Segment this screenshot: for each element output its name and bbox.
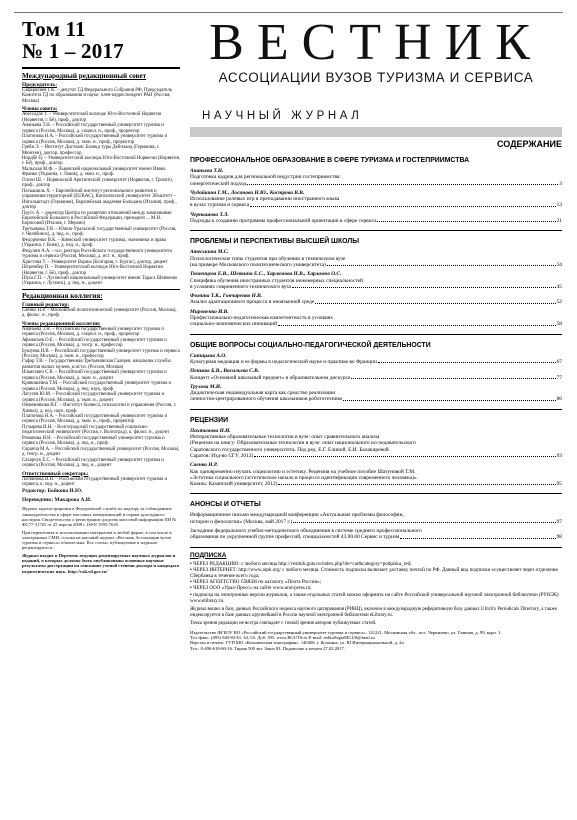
entry-title-text: синергетический подход bbox=[190, 180, 247, 187]
subscription-text: ЧЕРЕЗ ООО «Урал-Пресс» на сайте www.ural-press.ru; bbox=[193, 585, 312, 592]
toc-sections bbox=[190, 157, 562, 541]
entry-title-line bbox=[190, 481, 562, 487]
entry-authors: Чернышова Т.Л. bbox=[190, 211, 229, 218]
entry-page: 97 bbox=[556, 518, 562, 525]
divider bbox=[190, 409, 562, 410]
entry-title-text: истории и филологии» (Москва, май 2017 г.) bbox=[190, 518, 293, 525]
entry-title-text: Специфика обучения иностранных студентов инженерных специальностей bbox=[190, 277, 363, 284]
entry-title-text: в условиях современного технического вуза bbox=[190, 283, 291, 290]
subscription-text: подписка на электронные версии журналов, а также отдельных статей можно оформить на сайте Российской универсальной научной электронной библиотеки (РУНЭБ) www.elibrary.ru. bbox=[190, 591, 559, 604]
subscription-list bbox=[190, 561, 562, 604]
dot-leader bbox=[315, 299, 555, 303]
subscription-text: ЧЕРЕЗ ИНТЕРНЕТ: http://www.arpk.org/ с любого месяца. Стоимость подписки включает доставку почтой по РФ. Данный вид подписки осуществляет через отделения Сбербанка в течение всего года; bbox=[190, 566, 558, 579]
entry-authors: Пеньков Б.В., Васильева С.В. bbox=[190, 368, 260, 375]
journal-type: НАУЧНЫЙ ЖУРНАЛ bbox=[202, 110, 363, 122]
authors-note: Точка зрения редакции не всегда совпадает с точкой зрения авторов публикуемых статей. bbox=[190, 621, 377, 627]
members-label: Члены совета: bbox=[22, 106, 58, 113]
toc-entry[interactable] bbox=[190, 212, 562, 225]
secretary-text: Логвинова И.Н. – Российский государственный университет туризма и сервиса, к. пед. н., доцент bbox=[22, 476, 168, 487]
subscription-title: ПОДПИСКА bbox=[190, 551, 227, 559]
divider bbox=[22, 289, 180, 290]
chief-label: Главный редактор: bbox=[22, 301, 70, 308]
member-item: Мальская М.Ф. – Львовский национальный университет имени Ивана Франко (Украина, г. Львов), д. экон. н., проф. bbox=[22, 166, 166, 178]
entry-page: 13 bbox=[556, 202, 562, 209]
entry-authors: Трухова М.И. bbox=[190, 383, 222, 390]
entry-title-line bbox=[190, 321, 562, 327]
entry-title-text: Саратов: Изд-во СГУ, 2012) bbox=[190, 452, 254, 459]
entry-title-line bbox=[190, 262, 562, 268]
college-label: Члены редакционной коллегии: bbox=[22, 320, 101, 327]
toc-entry[interactable] bbox=[190, 384, 562, 403]
divider bbox=[190, 334, 562, 335]
toc-heading: СОДЕРЖАНИЕ bbox=[496, 139, 562, 149]
college-item: Романова Н.Н. – Российский государственный университет туризма и сервиса (Россия, Москва), д. пед. н., проф. bbox=[22, 435, 165, 447]
translator-text: Переводчик: Макарова А.И. bbox=[22, 496, 92, 503]
toc-entry[interactable] bbox=[190, 190, 562, 209]
editor-text: Редактор: Бойкова И.Ю. bbox=[22, 488, 83, 495]
entry-title-text: Психологические типы студентов при обучении в техническом вузе bbox=[190, 255, 346, 262]
entry-title-line bbox=[190, 534, 562, 540]
college-item: Саранча М.А. – Российский государственный университет (Россия, Москва), д. геогр. н., доцент bbox=[22, 446, 180, 458]
entry-title-line bbox=[190, 181, 562, 187]
member-item: Пескашиль Х. – Европейский институт регионального развития и управления территорией (EURAC), Католический университет Эйхштетт – Ингольштадт (Германия), Европейская академия Больцано (Италия), проф., доктор bbox=[22, 188, 177, 211]
dot-leader bbox=[292, 284, 556, 288]
entry-authors: Чудайкина Г.М., Лосинова Н.Ю., Кострова В.В. bbox=[190, 189, 305, 196]
toc-entry[interactable] bbox=[190, 353, 562, 366]
college-item: Афанасьев О.Е. – Российский государственный университет туризма и сервиса (Россия, Москва), д. геогр. н., профессор bbox=[22, 337, 167, 349]
bullet: • bbox=[190, 591, 194, 598]
divider bbox=[190, 547, 562, 548]
entry-title-line bbox=[190, 453, 562, 459]
entry-page: 3 bbox=[559, 180, 562, 187]
college-item: Кривошеина Т.М. – Российский государственный университет туризма и сервиса (Россия, Москва), д. пед. наук, проф. bbox=[22, 381, 172, 392]
college-item: Сахарчук Е.С. – Российский государственный университет туризма и сервиса (Россия, Москва), д. пед. н., доцент bbox=[22, 457, 164, 469]
entry-title-text: образования по укрупненной группе профессий, специальностей 43.00.00 Сервис и туризм bbox=[190, 534, 400, 541]
entry-title-text: социально-экономических инноваций bbox=[190, 321, 277, 328]
member-item: Платонова Н.А. – Российский государственный университет туризма и сервиса (Россия, Москва), д. экон. н., проф., проректор bbox=[22, 134, 168, 145]
toc-entry[interactable] bbox=[190, 368, 562, 381]
entry-authors: Фомина Т.К., Гончаренко Н.В. bbox=[190, 293, 263, 300]
bullet: • bbox=[190, 566, 194, 573]
entry-title-text: Подготовка кадров для региональной индустрии гостеприимства: bbox=[190, 174, 341, 181]
left-column bbox=[22, 18, 180, 813]
board-title: Международный редакционный совет bbox=[22, 72, 147, 80]
entry-page: 58 bbox=[556, 321, 562, 328]
entry-authors: Саенко Н.Р. bbox=[190, 462, 218, 469]
entry-title-text: Анализ адаптационного процесса в иноязычной среде bbox=[190, 299, 315, 306]
toc-entry[interactable] bbox=[190, 528, 562, 541]
toc-entry[interactable] bbox=[190, 462, 562, 487]
entry-title-line bbox=[190, 396, 562, 402]
entry-title-line bbox=[190, 519, 562, 525]
toc-entry[interactable] bbox=[190, 428, 562, 459]
college-item: Овчинникова И.Г. – Институт бизнеса, психологии и управления (Россия, г. Химки), д. пед. наук, проф. bbox=[22, 403, 177, 414]
member-item: Федорченко В.К. – Киевский университет туризма, экономики и права (Украина, г. Киев), д. пед. н., проф. bbox=[22, 237, 166, 249]
dot-leader bbox=[278, 321, 556, 325]
entry-title-text: Интерактивные образовательные технологии в вузе: опыт сравнительного анализа bbox=[190, 434, 380, 441]
publisher-text: Издательство ФГБОУ ВО «Российский государственный университет туризма и сервиса»: 141221, Московская обл., пос. Черкизово, ул. Главная, д. 99, корп. 1. bbox=[190, 629, 502, 635]
entry-title-text: (Рецензия на книгу: Образовательные технологии в вузе: опыт национального исследовательского bbox=[190, 440, 416, 447]
entry-page: 21 bbox=[556, 218, 562, 225]
entry-title-text: Использование ролевых игр в преподавании иностранного языка bbox=[190, 196, 340, 203]
issue-label: № 1 – 2017 bbox=[22, 39, 124, 63]
entry-title-text: в вузах туризма и сервиса bbox=[190, 202, 250, 209]
entry-authors: Синицына А.О. bbox=[190, 352, 227, 359]
chair-text: Сафарялиев Г.К. – депутат ГД Федерального Собрания РФ, Председатель Комитета ГД по образованию и науке, член-корреспондент РАН (Россия, Москва) bbox=[22, 88, 172, 104]
entry-page: 34 bbox=[556, 261, 562, 268]
college-item: Ильясевич С.В. – Российский государственный университет туризма и сервиса (Россия, Москва), д. экон. н., доцент bbox=[22, 370, 167, 381]
bullet: • bbox=[190, 560, 194, 567]
dot-leader bbox=[378, 359, 556, 363]
volume-label: Том 11 bbox=[22, 18, 86, 41]
entry-title-text: Как одновременно изучать социологию и эстетику. Рецензия на учебное пособие Шатуновой Т.М. bbox=[190, 468, 416, 475]
subscription-item bbox=[190, 592, 562, 604]
entry-title-text: Профессионально-педагогическая компетентность в условиях bbox=[190, 315, 333, 322]
entry-authors: Мироненко И.В. bbox=[190, 308, 229, 315]
toc-entry[interactable] bbox=[190, 168, 562, 187]
section-title: АНОНСЫ И ОТЧЕТЫ bbox=[190, 501, 261, 509]
run-text: Тел.: 8-496-618-60-16. Тираж 500 экз. Заказ 83. Подписано к печати 27.02.2017. bbox=[190, 645, 345, 651]
member-item: Нордбё Ц. – Университетский колледж Юго-Восточной Норвегии (Норвегия, г. Бё), проф., доктор bbox=[22, 155, 180, 167]
entry-page: 77 bbox=[556, 374, 562, 381]
entry-title-line bbox=[190, 202, 562, 208]
entry-title-text: Заседание федерального учебно-методического объединения в системе среднего профессионального bbox=[190, 527, 422, 534]
member-item: Христова Т. – Университет Варны (Болгария, г. Бургас), доктор, доцент bbox=[22, 259, 168, 265]
dot-leader bbox=[278, 481, 555, 485]
subscription-text: ЧЕРЕЗ АГЕНТСТВО СВЯЗИ по каталогу «Почта России»; bbox=[193, 579, 322, 586]
journal-subtitle: АССОЦИАЦИИ ВУЗОВ ТУРИЗМА И СЕРВИСА bbox=[218, 70, 534, 85]
entry-title-line bbox=[190, 375, 562, 381]
member-item: Грейн Э. – Институт Дистланс Бланкд туры Дейчланд (Германия, г. Мюнхен), доктор, профессор bbox=[22, 145, 160, 156]
entry-authors: Ананьева Т.Н. bbox=[190, 168, 224, 174]
entry-title-text: Саратовского государственного университета. Под ред. Е.Г. Елиной, Е.И. Балакиревой. bbox=[190, 446, 390, 453]
dot-leader bbox=[351, 375, 555, 379]
top-rule bbox=[14, 12, 563, 13]
entry-title-text: (на примере Московского политехнического университета) bbox=[190, 261, 326, 268]
entry-title-text: Информационное письмо международной конференции «Актуальные проблемы философии, bbox=[190, 512, 404, 519]
member-item: Третьякова Т.Н. – Южно-Уральский государственный университет (Россия, г. Челябинск), д. пед. н., проф. bbox=[22, 226, 177, 238]
member-item: Шуш Г.П. – Луганский национальный университет имени Тараса Шевченко (Украина, г. Луганск), д. пед. н., доцент bbox=[22, 275, 178, 287]
dot-leader bbox=[400, 534, 555, 538]
college-item: Пузырева И.Н. – Волгоградский государственный социально-педагогический университет (Россия, г. Волгоград), к. филол. н., доцент bbox=[22, 424, 170, 436]
gray-band bbox=[190, 127, 562, 137]
member-item: Абессадзе Т. – Университетский колледж Юго-Восточной Норвегии (Норвегия, г. Бё), проф., доктор bbox=[22, 112, 162, 123]
entry-page: 67 bbox=[556, 358, 562, 365]
divider bbox=[190, 493, 562, 494]
divider bbox=[22, 67, 180, 69]
rinc-text: Журнал вошел в базу данных Российского индекса научного цитирования (РИНЦ), включен в международную реферативную базу данных Ulrich's Periodicals Directory, а также индексируется в базе данных крупнейшей в России научной электронной библиотеки eLibrary.ru. bbox=[190, 607, 557, 618]
entry-page: 93 bbox=[556, 452, 562, 459]
reprint-text: При перепечатке и использовании материалов в любой форме, в том числе в электронных СМИ, ссылка на научный журнал «Вестник Ассоциации вузов туризма и сервиса» обязательна. Все статьи, публикуемые в журнале, рецензируются. bbox=[22, 529, 172, 551]
secretary-label: Ответственный секретарь: bbox=[22, 470, 89, 477]
editorial-title: Редакционная коллегия: bbox=[22, 291, 103, 300]
entry-title-line bbox=[190, 299, 562, 305]
college-item: Бушуева И.В. – Российский государственный университет туризма и сервиса (Россия, Москва), д. экон. н., профессор bbox=[22, 348, 180, 360]
toc-entry[interactable] bbox=[190, 309, 562, 328]
toc-entry[interactable] bbox=[190, 293, 562, 306]
member-item: Прусс А. – директор Центра по развитию отношений между компаниями Европейской Большого в Российской Федерации, президент ... М.Н. Борисовой (Италия, г. Мерано) bbox=[22, 210, 172, 227]
college-item: Платонова Н.А. – Российский государственный университет туризма и сервиса (Россия, Москва), д. экон. н., проф., проректор bbox=[22, 414, 168, 425]
section-title: ОБЩИЕ ВОПРОСЫ СОЦИАЛЬНО-ПЕДАГОГИЧЕСКОЙ ДЕЯТЕЛЬНОСТИ bbox=[190, 341, 431, 349]
dot-leader bbox=[377, 218, 555, 222]
member-item: Ананьева Т.Н. – Российский государственный университет туризма и сервиса (Россия, Москва), д. социол. н., проф., проректор bbox=[22, 123, 164, 134]
dot-leader bbox=[327, 262, 556, 266]
entry-title-text: Дидактическая индивидуальная карта как средство реализации bbox=[190, 390, 336, 397]
entry-title-text: «Эстетика социального (эстетическое начало в процессе идентификации современного человека)». bbox=[190, 474, 418, 481]
entry-title-line bbox=[190, 218, 562, 224]
member-item: Федулин А.А. – и.о. ректора Российского государственного университета туризма и сервиса (Россия, Москва), д. ист. н., проф. bbox=[22, 248, 172, 260]
entry-authors: Пахтимова Н.И. bbox=[190, 427, 231, 434]
entry-page: 86 bbox=[556, 396, 562, 403]
journal-title: ВЕСТНИК bbox=[209, 18, 543, 71]
subscription-item bbox=[190, 567, 562, 579]
vak-text: Журнал входит в Перечень ведущих рецензируемых научных журналов и изданий, в которых должны быть опубликованы основные научные результаты диссертации на соискание ученой степени доктора и кандидата педагогических наук. http://vak.ed.gov.ru/ bbox=[22, 552, 179, 574]
subscription-text: ЧЕРЕЗ РЕДАКЦИЮ: с любого месяца http://vestnik.guts.ru/index.php?do=cat&category=podpiska_red; bbox=[193, 560, 412, 567]
entry-authors: Тюменцева Е.В., Шевкина Е.С., Харламова Н.В., Харламов О.С. bbox=[190, 271, 342, 278]
chief-text: Саенко Н.Р. – Московский политехнический университет (Россия, Москва), д. филос. н., проф. bbox=[22, 307, 177, 319]
contacts-text: Тел./факс: (495) 940-83-61, 62, 63. Доб. 395. www.RGUTS.ru E-mail: redkollegiaMGUS@mail.ru bbox=[190, 635, 375, 641]
chair-label: Председатель: bbox=[22, 82, 58, 88]
section-title: РЕЦЕНЗИИ bbox=[190, 416, 229, 424]
entry-title-text: Подходы к созданию программы профессиональной ориентации в сфере сервиса bbox=[190, 218, 377, 225]
dot-leader bbox=[250, 202, 555, 206]
entry-title-text: личностно-центрированного обучения школьников робототехнике bbox=[190, 396, 343, 403]
divider bbox=[190, 230, 562, 231]
college-item: Гафар Т.В. – Государственная Третьяковская Галерея, начальник службы развития малых музеев, к.ист.н. (Россия, Москва) bbox=[22, 359, 171, 370]
section-title: ПРОФЕССИОНАЛЬНОЕ ОБРАЗОВАНИЕ В СФЕРЕ ТУРИЗМА И ГОСТЕПРИИМСТВА bbox=[190, 157, 470, 164]
entry-page: 95 bbox=[556, 481, 562, 488]
dot-leader bbox=[247, 181, 558, 185]
right-column bbox=[190, 18, 562, 813]
college-item: Лагусев Ю.М. – Российский государственный университет туризма и сервиса (Россия, Москва), д. экон. н., доцент bbox=[22, 392, 165, 403]
toc-entry[interactable] bbox=[190, 271, 562, 290]
entry-title-text: Казань: Казанский университет, 2012) bbox=[190, 481, 278, 488]
dot-leader bbox=[254, 453, 555, 457]
college-item: Ананьева Т.Н. – Российский государственный университет туризма и сервиса (Россия, Москва), д. социол. н., проф., проректор bbox=[22, 326, 164, 338]
dot-leader bbox=[343, 396, 555, 400]
entry-title-text: Концепт «Основной школьный предмет» в образовательном дискурсе bbox=[190, 374, 351, 381]
entry-page: 52 bbox=[556, 299, 562, 306]
member-item: Штрембер П. – Университетский колледж Юго-Восточной Норвегии (Норвегия, г. Бё), проф., доктор bbox=[22, 265, 163, 276]
entry-page: 98 bbox=[556, 534, 562, 541]
members-list bbox=[22, 112, 180, 287]
college-list bbox=[22, 327, 180, 469]
member-item: Олсен Ш. – Норвежский Арктический университет (Норвегия, г. Тромсё), проф., доктор bbox=[22, 177, 173, 189]
toc-entry[interactable] bbox=[190, 512, 562, 525]
toc-entry[interactable] bbox=[190, 249, 562, 268]
print-text: Верстка и печать: ГУП МО «Коломенская типография». 140400, г. Коломна, ул. III Интернациональной, д. 2а. bbox=[190, 640, 405, 646]
bullet: • bbox=[190, 579, 194, 586]
entry-title-line bbox=[190, 284, 562, 290]
dot-leader bbox=[293, 519, 555, 523]
section-title: ПРОБЛЕМЫ И ПЕРСПЕКТИВЫ ВЫСШЕЙ ШКОЛЫ bbox=[190, 238, 359, 246]
entry-page: 45 bbox=[556, 283, 562, 290]
entry-title-text: Культурная медиация и ее формы в педагогической науке и практике во Франции bbox=[190, 358, 377, 365]
entry-authors: Атеськина М.С. bbox=[190, 249, 229, 256]
bullet: • bbox=[190, 585, 194, 592]
registration-text: Журнал зарегистрирован в Федеральной службе по надзору за соблюдением законодательства в сфере массовых коммуникаций и охране культурного наследия. Свидетельство о регистрации средства массовой информации ПИ № ФС77-31765 от 25 апреля 2008 г. ISSN 1995-7645. bbox=[22, 506, 177, 528]
entry-title-line bbox=[190, 359, 562, 365]
